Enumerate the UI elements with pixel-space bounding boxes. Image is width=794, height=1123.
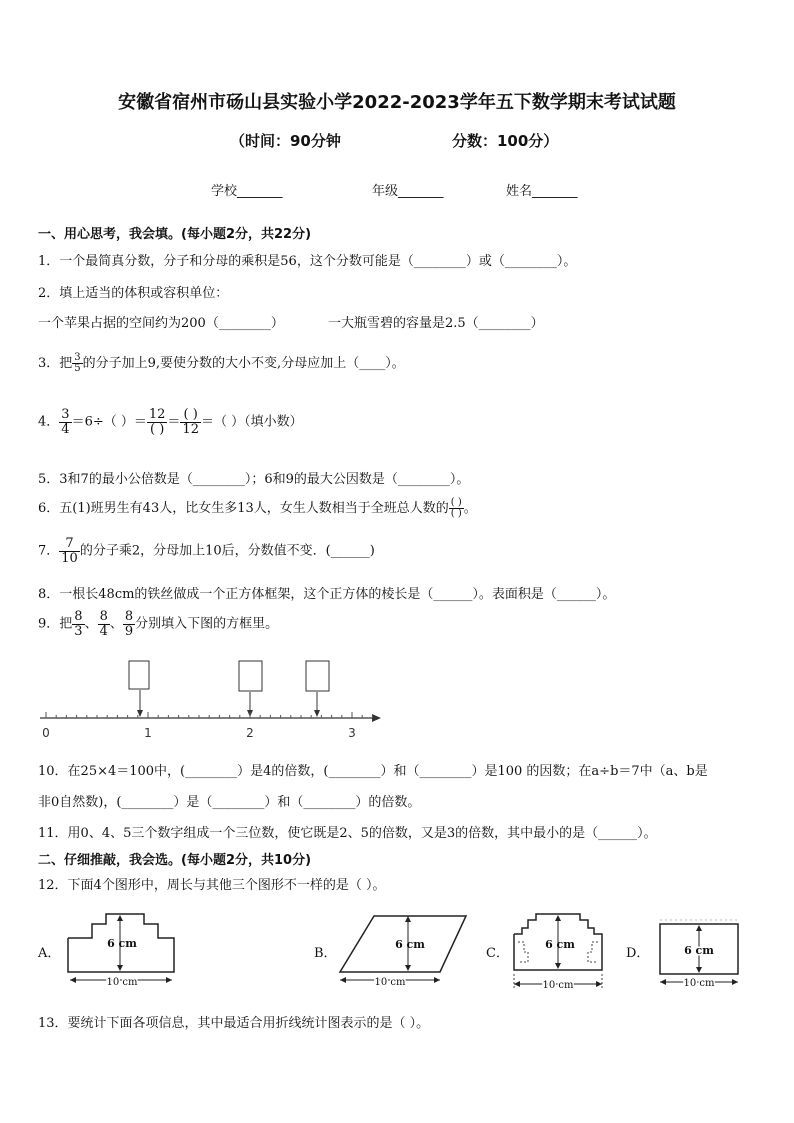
question-10-line-2: 非0自然数)，(________）是（________）和（________）的倍数。 (38, 795, 421, 810)
fraction: $\frac{8}{4}$ (99, 609, 108, 639)
name-field: 姓名_______ (506, 184, 578, 199)
question-9: 9．把 $\frac{8}{3}$ 、 $\frac{8}{4}$ 、 $\frac{8}{9}$ 分别填入下图的方框里。 (38, 609, 279, 639)
option-d-shape (652, 910, 748, 992)
arrow-head (117, 915, 123, 921)
arrow-head (696, 967, 702, 973)
height-label: 6 cm (395, 938, 425, 951)
width-label: 10 cm (542, 980, 574, 991)
width-label: 10 cm (683, 978, 715, 989)
question-2b: 一大瓶雪碧的容量是2.5（________） (328, 316, 544, 331)
option-c-shape (506, 910, 610, 992)
question-7: 7． $\frac{7}{10}$ 的分子乘2，分母加上10后，分数值不变．(______) (38, 536, 375, 566)
height-label: 6 cm (684, 944, 714, 957)
arrow-head (555, 963, 561, 969)
page-title: 安徽省宿州市砀山县实验小学2022-2023学年五下数学期末考试试题 (118, 92, 676, 113)
question-11: 11．用0、4、5三个数字组成一个三位数，使它既是2、5的倍数，又是3的倍数，其中最小的是（______）。 (38, 826, 657, 841)
width-label: 10 cm (374, 977, 406, 988)
fraction: $\frac{( )}{( )}$ (450, 496, 462, 519)
arrow-head (555, 915, 561, 921)
question-1: 1．一个最简真分数，分子和分母的乘积是56，这个分数可能是（________）或（________）。 (38, 254, 577, 269)
school-field: 学校_______ (211, 184, 283, 199)
arrow-head (70, 977, 76, 983)
tick-label: 2 (246, 726, 254, 740)
fraction: $\frac{8}{9}$ (124, 609, 134, 639)
exam-score: 分数：100分） (452, 132, 559, 150)
option-b-shape (332, 910, 472, 992)
option-c-label: C． (486, 946, 509, 961)
question-6: 6．五(1)班男生有43人，比女生多13人，女生人数相当于全班总人数的 $\frac{( )}{( )}$ 。 (38, 496, 477, 519)
dashed-edge (588, 942, 598, 962)
option-d-label: D． (626, 946, 650, 961)
section-2-heading: 二、仔细推敲，我会选。(每小题2分，共10分) (38, 853, 312, 868)
question-2: 2．填上适当的体积或容积单位： (38, 286, 229, 301)
question-10-line-1: 10．在25×4＝100中，(________）是4的倍数，(________）和（________）是100 的因数；在a÷b＝7中（a、b是 (38, 764, 708, 779)
question-3: 3．把 $\frac{3}{5}$ 的分子加上9,要使分数的大小不变,分母应加上（____）。 (38, 351, 405, 374)
option-a-shape (62, 910, 182, 992)
answer-box (239, 661, 262, 691)
question-8: 8．一根长48cm的铁丝做成一个正方体框架，这个正方体的棱长是（______）。表面积是（______）。 (38, 587, 616, 602)
height-label: 6 cm (545, 938, 575, 951)
question-4: 4． $\frac{3}{4}$ ＝6÷（ ）＝ $\frac{12}{( )}$ ＝ $\frac{( )}{12}$ ＝（ ）（填小数） (38, 407, 303, 437)
arrow-head (434, 977, 440, 983)
question-12: 12．下面4个图形中，周长与其他三个图形不一样的是（ ）。 (38, 878, 386, 893)
answer-box (306, 661, 329, 691)
axis-arrow (372, 714, 381, 722)
arrow-head (405, 965, 411, 971)
fraction: $\frac{12}{( )}$ (148, 407, 166, 437)
fraction: $\frac{8}{3}$ (74, 609, 83, 639)
height-label: 6 cm (107, 937, 137, 950)
arrow-head (166, 977, 172, 983)
arrow-head (117, 965, 123, 971)
dashed-edge (518, 942, 528, 962)
grade-field: 年级_______ (372, 184, 444, 199)
tick-label: 3 (348, 726, 356, 740)
arrow-head (660, 979, 666, 985)
question-5: 5．3和7的最小公倍数是（________）；6和9的最大公因数是（________）。 (38, 472, 470, 487)
fraction: $\frac{3}{4}$ (61, 407, 70, 437)
arrow-head (514, 981, 520, 987)
exam-time: （时间：90分钟 (230, 132, 341, 150)
option-a-label: A． (38, 946, 61, 961)
arrow-head (732, 979, 738, 985)
question-13: 13．要统计下面各项信息，其中最适合用折线统计图表示的是（ ）。 (38, 1016, 430, 1031)
arrow-head (596, 981, 602, 987)
arrow-head (405, 916, 411, 922)
fraction: $\frac{3}{5}$ (74, 351, 81, 374)
arrow-head (314, 710, 320, 717)
tick-label: 0 (42, 726, 50, 740)
question-2a: 一个苹果占据的空间约为200（________） (38, 316, 284, 331)
arrow-head (340, 977, 346, 983)
answer-box (129, 661, 149, 689)
option-b-label: B． (314, 946, 337, 961)
fraction: $\frac{( )}{12}$ (182, 407, 199, 437)
tick-label: 1 (144, 726, 152, 740)
fraction: $\frac{7}{10}$ (61, 536, 78, 566)
arrow-head (696, 925, 702, 931)
section-1-heading: 一、用心思考，我会填。(每小题2分，共22分) (38, 227, 312, 242)
width-label: 10 cm (106, 977, 138, 988)
number-line (36, 655, 386, 745)
